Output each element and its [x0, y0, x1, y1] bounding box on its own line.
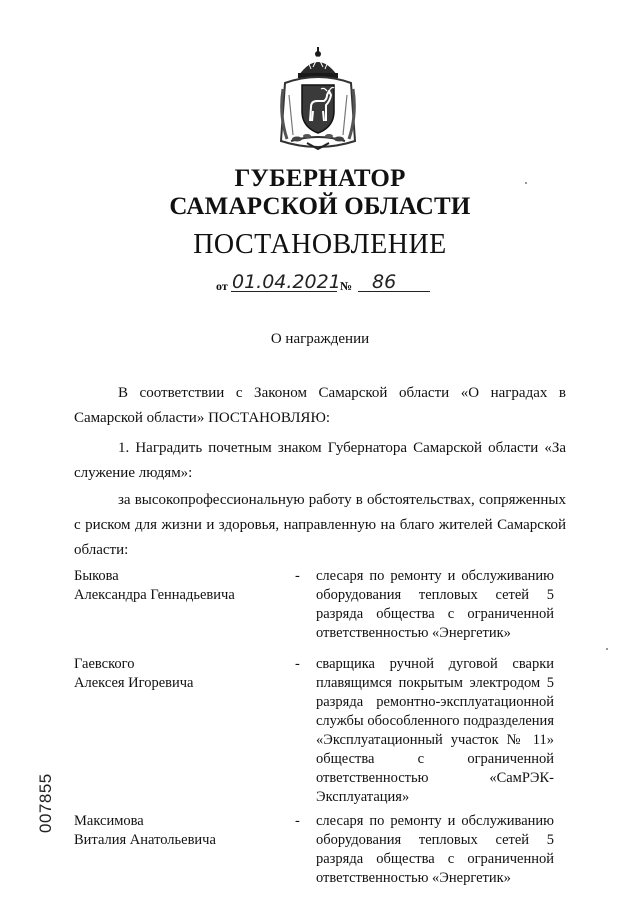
- awardee-role: сварщика ручной дуговой сварки плавящимся покрытым электродом 5 разряда ремонтно-эксплуатационной службы обособленного подразделения «Эксплуатационный участок № 11» общества с ограниченной ответственностью «СамРЭК-Эксплуатация»: [316, 656, 554, 805]
- document-subject: О награждении: [270, 331, 370, 347]
- awardee-dash: -: [295, 656, 300, 672]
- scan-speck: [606, 648, 608, 650]
- awardee-role: слесаря по ремонту и обслуживанию оборудования тепловых сетей 5 разряда общества с ограниченной ответственностью «Энергетик»: [316, 568, 554, 641]
- awardee-name: Быкова Александра Геннадьевича: [74, 568, 235, 603]
- date-number-line: [216, 271, 456, 296]
- awardee-role: слесаря по ремонту и обслуживанию оборудования тепловых сетей 5 разряда общества с ограниченной ответственностью «Энергетик»: [316, 813, 554, 886]
- awardee-name: Максимова Виталия Анатольевича: [74, 813, 216, 848]
- issuer-line-1: ГУБЕРНАТОР: [234, 165, 406, 192]
- awardee-dash: -: [295, 568, 300, 584]
- handwritten-date: 01.04.2021: [232, 271, 341, 293]
- document-type: ПОСТАНОВЛЕНИЕ: [193, 229, 447, 260]
- preamble-paragraph: В соответствии с Законом Самарской области «О наградах в Самарской области» ПОСТАНОВЛЯЮ:: [74, 385, 566, 426]
- number-underline: [358, 291, 430, 292]
- award-paragraph: 1. Наградить почетным знаком Губернатора Самарской области «За служение людям»:: [74, 440, 566, 481]
- issuer-line-2: САМАРСКОЙ ОБЛАСТИ: [169, 193, 471, 220]
- scan-speck: [525, 182, 527, 184]
- date-underline: [231, 291, 337, 292]
- awardee-dash: -: [295, 813, 300, 829]
- handwritten-number: 86: [372, 271, 397, 293]
- reason-paragraph: за высокопрофессиональную работу в обстоятельствах, сопряженных с риском для жизни и здоровья, направленную на благо жителей Самарской области:: [74, 492, 566, 558]
- number-prefix: №: [340, 279, 353, 293]
- margin-registration-number: 007855: [36, 773, 55, 833]
- date-prefix: от: [216, 279, 228, 293]
- awardee-name: Гаевского Алексея Игоревича: [74, 656, 194, 691]
- samara-coat-of-arms-icon: [277, 45, 359, 153]
